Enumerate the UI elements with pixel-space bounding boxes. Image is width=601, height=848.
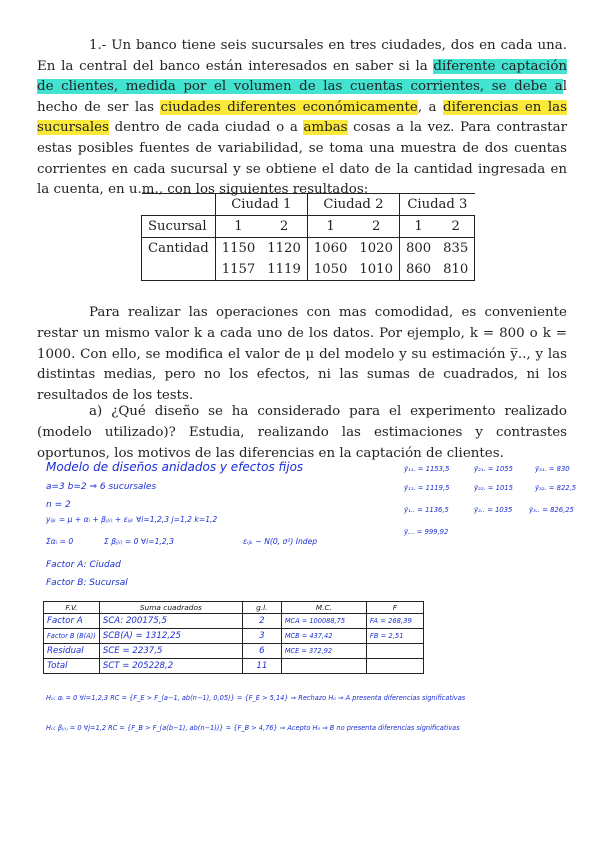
- mean-2: ȳ₂.. = 1035: [474, 506, 513, 514]
- grand-mean: ȳ... = 999,92: [404, 528, 449, 536]
- anova-header: F: [366, 602, 423, 614]
- mean-21: ȳ₂₁. = 1055: [474, 465, 513, 473]
- data-table: [141, 193, 475, 281]
- branch-cell: 1: [215, 216, 261, 238]
- anova-table: [43, 601, 424, 674]
- anova-df: 2: [242, 614, 281, 629]
- notes-error: εᵢⱼₖ ~ N(0, σ²) Indep: [243, 537, 318, 546]
- anova-f: [366, 644, 423, 659]
- notes-n: n = 2: [46, 500, 71, 510]
- highlight-captacion: diferente captación de clientes, medida por el volumen de las cuentas corrientes, se debe a: [37, 58, 568, 95]
- amount-cell: 1119: [261, 259, 307, 281]
- question-a-text: a) ¿Qué diseño se ha considerado para el experimento realizado (modelo utilizado)? Estudia, realizando las estimaciones y contrastes oportunos, los motivos de las diferencias en la captación de clientes.: [37, 404, 567, 461]
- notes-ab: a=3 b=2 ⇒ 6 sucursales: [46, 482, 157, 492]
- city-header-3: Ciudad 3: [399, 194, 474, 216]
- test-factor-a: H₀: αᵢ = 0 ∀i=1,2,3 RC = {F_E > F_(a−1, ab(n−1), 0,05)} = {F_E > 5,14} ⇒ Rechazo H₀ ⇒ A presenta diferencias significativas: [46, 694, 466, 702]
- amount-cell: 1060: [307, 238, 353, 260]
- problem-statement: [37, 36, 567, 201]
- notes-factor-b: Factor B: Sucursal: [46, 578, 128, 588]
- anova-ms: MCA = 100088,75: [281, 614, 366, 629]
- notes-factor-a: Factor A: Ciudad: [46, 560, 121, 570]
- amount-cell: 1157: [215, 259, 261, 281]
- city-header-1: Ciudad 1: [215, 194, 307, 216]
- anova-df: 6: [242, 644, 281, 659]
- anova-header: Suma cuadrados: [99, 602, 242, 614]
- mean-1: ȳ₁.. = 1136,5: [404, 506, 449, 514]
- problem-text-1: 1.- Un banco tiene seis sucursales en tres ciudades, dos en cada una. En la central del banco están interesados en saber si la: [37, 38, 567, 74]
- anova-ss: SCT = 205228,2: [99, 659, 242, 674]
- anova-fv: Factor A: [44, 614, 100, 629]
- amount-label: Cantidad: [142, 238, 216, 260]
- city-header-2: Ciudad 2: [307, 194, 399, 216]
- problem-text-5: cosas a la vez. Para contrastar estas posibles fuentes de variabilidad, se toma una muestra de dos cuentas corrientes en cada sucursal y se obtiene el dato de la cantidad ingresada en la cuenta, en u.m., con los siguientes resultados:: [37, 120, 568, 198]
- branch-cell: 1: [399, 216, 437, 238]
- mean-3: ȳ₃.. = 826,25: [529, 506, 574, 514]
- anova-ms: MCB = 437,42: [281, 629, 366, 644]
- amount-cell: 1020: [359, 241, 393, 256]
- notes-constraint-1: Σαᵢ = 0: [46, 537, 74, 546]
- amount-cell: 1150: [221, 241, 256, 256]
- problem-text-2: l hecho de ser las: [37, 79, 567, 115]
- anova-header: M.C.: [281, 602, 366, 614]
- highlight-sucursales: diferencias en las sucursales: [37, 99, 567, 136]
- highlight-ambas: ambas: [303, 120, 348, 136]
- anova-df: 11: [242, 659, 281, 674]
- problem-text-3: , a: [417, 99, 444, 115]
- notes-model: yᵢⱼₖ = μ + αᵢ + βⱼ₍ᵢ₎ + εᵢⱼₖ ∀i=1,2,3 j=1,2 k=1,2: [46, 515, 218, 524]
- mean-32: ȳ₃₂. = 822,5: [535, 484, 577, 492]
- anova-fv: Factor B (B(A)): [44, 629, 100, 644]
- mean-11: ȳ₁₁. = 1153,5: [404, 465, 450, 473]
- highlight-ciudades: ciudades diferentes económicamente: [160, 99, 418, 115]
- anova-f: FB = 2,51: [366, 629, 423, 644]
- anova-fv: Total: [44, 659, 100, 674]
- branch-cell: 2: [437, 216, 475, 238]
- notes-title: Modelo de diseños anidados y efectos fijos: [46, 460, 304, 474]
- anova-ss: SCA: 200175,5: [99, 614, 242, 629]
- anova-ss: SCB(A) = 1312,25: [99, 629, 242, 644]
- test-factor-b: H₀: βⱼ₍ᵢ₎ = 0 ∀j=1,2 RC = {F_B > F_(a(b−1), ab(n−1))} = {F_B > 4,76} ⇒ Acepto H₀ ⇒ B no presenta diferencias significativas: [46, 724, 460, 732]
- mean-12: ȳ₁₂. = 1119,5: [404, 484, 450, 492]
- branch-cell: 1: [307, 216, 353, 238]
- mean-31: ȳ₃₁. = 830: [535, 465, 570, 473]
- amount-cell: 1010: [353, 259, 399, 281]
- anova-ss: SCE = 2237,5: [99, 644, 242, 659]
- amount-cell: 1120: [267, 241, 301, 256]
- branch-label: Sucursal: [142, 216, 216, 238]
- notes-constraint-2: Σ βⱼ₍ᵢ₎ = 0 ∀i=1,2,3: [104, 537, 174, 546]
- anova-f: FA = 268,39: [366, 614, 423, 629]
- branch-cell: 2: [261, 216, 307, 238]
- anova-f: [366, 659, 423, 674]
- anova-fv: Residual: [44, 644, 100, 659]
- problem-text-4: dentro de cada ciudad o a: [108, 120, 304, 136]
- mean-22: ȳ₂₂. = 1015: [474, 484, 513, 492]
- anova-header: F.V.: [44, 602, 100, 614]
- anova-ms: MCE = 372,92: [281, 644, 366, 659]
- paragraph-2-text: Para realizar las operaciones con mas comodidad, es conveniente restar un mismo valor k a cada uno de los datos. Por ejemplo, k = 800 o k = 1000. Con ello, se modifica el valor de μ del modelo y su estimación y̅.., y las distintas medias, pero no los efectos, ni las sumas de cuadrados, ni los resultados de los tests.: [37, 305, 567, 403]
- anova-ms: [281, 659, 366, 674]
- branch-cell: 2: [353, 216, 399, 238]
- amount-cell: 810: [437, 259, 475, 281]
- amount-cell: 835: [437, 238, 475, 260]
- amount-cell: 1050: [307, 259, 353, 281]
- anova-header: g.l.: [242, 602, 281, 614]
- amount-cell: 800: [399, 238, 437, 260]
- anova-df: 3: [242, 629, 281, 644]
- amount-cell: 860: [399, 259, 437, 281]
